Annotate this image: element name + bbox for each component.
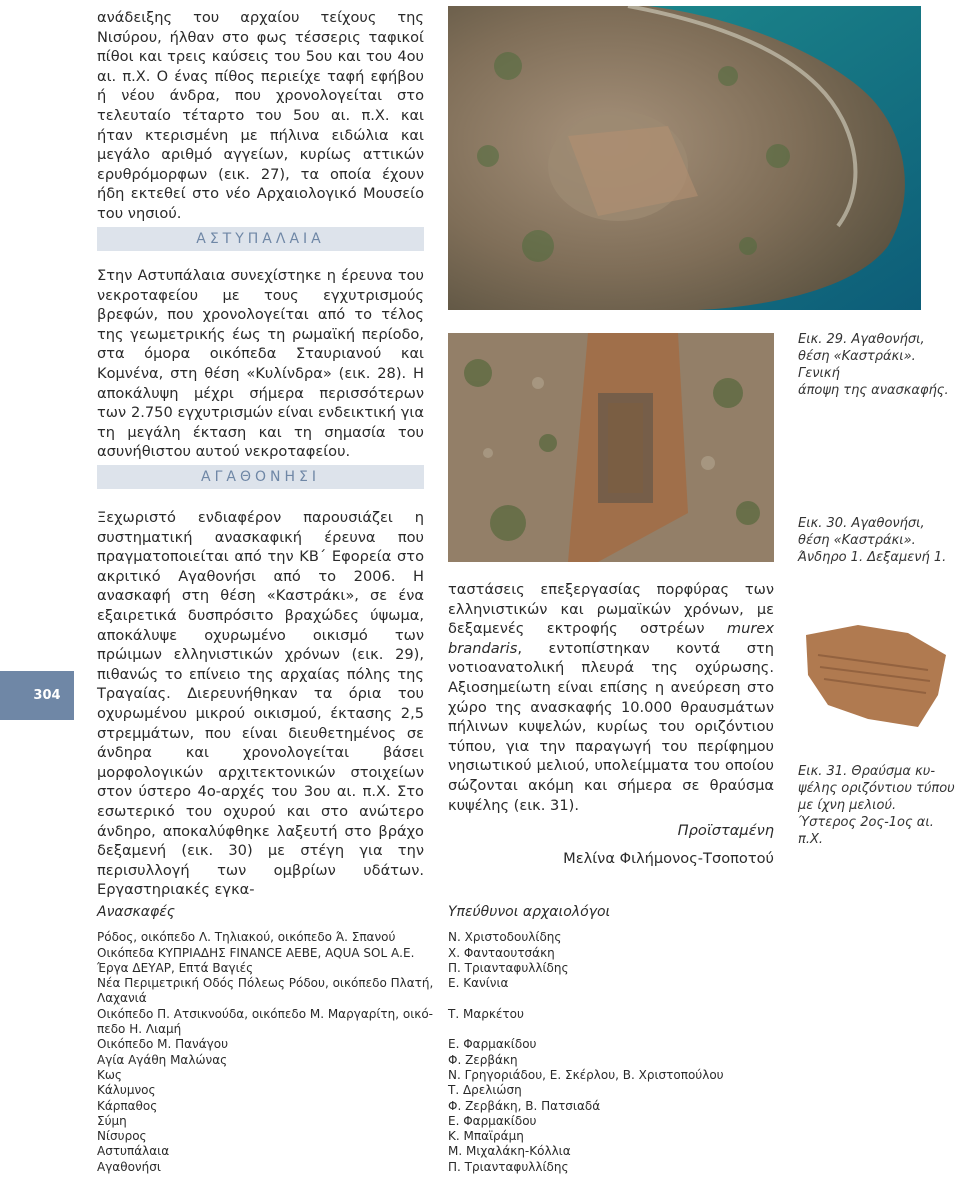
caption-fig31-line: Εικ. 31. Θραύσμα κυ- (798, 764, 936, 779)
list-item: Κως (97, 1067, 122, 1082)
astypalaia-paragraph: Στην Αστυπάλαια συνεχίστηκε η έρευνα του νεκροταφείου με τους εγχυτρισμούς βρεφών, που χρονολογείται από το τέλος της γεωμετρικής έως τη ρωμαϊκή περίοδο, στα όμορα οικόπεδα Σταυριανού και Κομνένα, στη θέση «Κυλίνδρα» (εικ. 28). Η αποκάλυψη μέχρι σήμερα περισσότερων των 2.750 εγχυτρισμών είναι ενδεικτική για τη μεγάλη έκταση και τη σημασία του ασυνήθιστου αυτού νεκροταφείου. (97, 267, 424, 461)
list-item: Π. Τριανταφυλλίδης (448, 1159, 569, 1174)
list-item: Τ. Δρελιώση (448, 1083, 522, 1098)
list-item: Οικόπεδο Μ. Πανάγου (97, 1037, 229, 1052)
page-number-tab (0, 671, 74, 720)
list-item: Κ. Μπαϊράμη (448, 1129, 524, 1144)
caption-fig30-line: Εικ. 30. Αγαθονήσι, (798, 516, 925, 531)
list-item: Έργα ΔΕΥΑΡ, Επτά Βαγιές (97, 960, 254, 975)
agathonisi-block (97, 508, 424, 900)
list-item: Οικόπεδο Π. Ατσικνούδα, οικόπεδο Μ. Μαργαρίτη, οικό- (97, 1006, 434, 1021)
list-item: Τ. Μαρκέτου (448, 1006, 524, 1021)
intro-paragraph-block (97, 8, 424, 224)
col2-text-before: ταστάσεις επεξεργασίας πορφύρας των ελληνιστικών και ρωμαϊκών χρόνων, με δεξαμενές εκτροφής οστρέων (448, 581, 774, 638)
list-item: Αστυπάλαια (97, 1144, 170, 1159)
list-item: Ν. Χριστοδουλίδης (448, 930, 562, 945)
list-item: Κάλυμνος (97, 1083, 156, 1098)
signature-name: Μελίνα Φιλήμονος-Τσοποτού (563, 850, 774, 867)
col2-species-name: murex brandaris (448, 620, 774, 657)
caption-fig30-line: Άνδηρο 1. Δεξαμενή 1. (798, 550, 947, 565)
col2-paragraph (448, 580, 774, 815)
list-item: Π. Τριανταφυλλίδης (448, 960, 569, 975)
list-item: Λαχανιά (97, 991, 147, 1006)
list-item: Ε. Φαρμακίδου (448, 1037, 537, 1052)
list-item: Φ. Ζερβάκη, Β. Πατσιαδά (448, 1098, 601, 1113)
list-item: Ν. Γρηγοριάδου, Ε. Σκέρλου, Β. Χριστοπούλου (448, 1067, 724, 1082)
list-item: Ε. Κανίνια (448, 976, 509, 991)
page-number: 304 (33, 688, 61, 703)
archaeologists-title: Υπεύθυνοι αρχαιολόγοι (448, 904, 611, 920)
list-item: Αγαθονήσι (97, 1159, 161, 1174)
section-heading-agathonisi-label: ΑΓΑΘΟΝΗΣΙ (201, 469, 320, 485)
col2-paragraph-block (448, 580, 774, 815)
list-item: Νέα Περιμετρική Οδός Πόλεως Ρόδου, οικόπεδο Πλατή, (97, 976, 434, 991)
astypalaia-block (97, 266, 424, 462)
caption-fig30-line: θέση «Καστράκι». (798, 533, 916, 548)
col2-text-after: , εντοπίστηκαν κοντά στη νοτιοανατολική πλευρά της οχύρωσης. Αξιοσημείωτη είναι επίσης η ανεύρεση στο χώρο της ανασκαφής 10.000 θραυσμάτων πήλινων κυψελών, κυρίως του οριζόντιου τύπου, για την παραγωγή του περίφημου νησιωτικού μελιού, υπολείμματα του οποίου σώζονται ακόμη και σήμερα σε θραύσμα κυψέλης (εικ. 31). (448, 639, 774, 814)
intro-paragraph: ανάδειξης του αρχαίου τείχους της Νισύρου, ήλθαν στο φως τέσσερις ταφικοί πίθοι και τρεις καύσεις του 5ου και του 4ου αι. π.Χ. Ο ένας πίθος περιείχε ταφή εφήβου ή νέου άνδρα, που χρονολογείται στο τελευταίο τέταρτο του 5ου αι. π.Χ. και ήταν κτερισμένη με πήλινα ειδώλια και μεγάλο αριθμό αγγείων, κυρίως αττικών ερυθρόμορφων (εικ. 27), τα οποία έχουν ήδη εκτεθεί στο νέο Αρχαιολογικό Μουσείο του νησιού. (97, 9, 424, 222)
list-item: Κάρπαθος (97, 1098, 158, 1113)
caption-fig29-line: Εικ. 29. Αγαθονήσι, (798, 332, 925, 347)
section-heading-astypalaia-label: ΑΣΤΥΠΑΛΑΙΑ (196, 231, 325, 247)
caption-fig31-line: ψέλης οριζόντιου τύπου (798, 781, 955, 796)
photo-fig29 (448, 6, 921, 310)
list-item: Φ. Ζερβάκη (448, 1052, 518, 1067)
caption-fig31-line: με ίχνη μελιού. (798, 798, 897, 813)
caption-fig31 (798, 763, 958, 848)
list-item: Ε. Φαρμακίδου (448, 1113, 537, 1128)
caption-fig29 (798, 331, 958, 399)
signature-role: Προϊσταμένη (677, 822, 774, 839)
list-item (448, 1022, 788, 1037)
list-item: Ρόδος, οικόπεδο Λ. Τηλιακού, οικόπεδο Ά. Σπανού (97, 930, 396, 945)
excavations-list (97, 904, 434, 1175)
list-item: Νίσυρος (97, 1129, 147, 1144)
list-item: Χ. Φανταουτσάκη (448, 945, 555, 960)
photo-fig31 (798, 615, 950, 735)
caption-fig30 (798, 515, 958, 566)
caption-fig29-line: θέση «Καστράκι». Γενική (798, 349, 916, 381)
list-item: Σύμη (97, 1113, 127, 1128)
caption-fig31-line: Ύστερος 2ος-1ος αι. π.Χ. (798, 815, 934, 847)
archaeologists-list (448, 905, 788, 1175)
list-item (448, 991, 788, 1006)
list-item: Μ. Μιχαλάκη-Κόλλια (448, 1144, 571, 1159)
agathonisi-paragraph: Ξεχωριστό ενδιαφέρον παρουσιάζει η συστηματική ανασκαφική έρευνα που πραγματοποιείται από την ΚΒ΄ Εφορεία στο ακριτικό Αγαθονήσι από το 2006. Η ανασκαφή στη θέση «Καστράκι», σε ένα εξαιρετικά δυσπρόσιτο βραχώδες ύψωμα, αποκάλυψε οχυρωμένο οικισμό των πρώιμων ελληνιστικών χρόνων (εικ. 29), πιθανώς το επίνειο της αρχαίας πόλης της Τραγαίας. Διερευνήθηκαν τα όρια του οχυρωμένου μικρού οικισμού, έκτασης 2,5 στρεμμάτων, που είναι διευθετημένος σε άνδηρα και χρονολογείται βάσει μορφολογικών αρχιτεκτονικών στοιχείων στον ύστερο 4ο-αρχές του 3ου αι. π.Χ. Στο εσωτερικό του οχυρού και στο ανώτερο άνδηρο, αποκαλύφθηκε λαξευτή στο βράχο δεξαμενή (εικ. 30) με στέγη για την περισυλλογή των ομβρίων υδάτων. Εργαστηριακές εγκα- (97, 509, 424, 899)
excavations-title: Ανασκαφές (97, 904, 175, 920)
excavation-image (448, 333, 774, 562)
aerial-coast-image (448, 6, 921, 310)
section-heading-agathonisi (97, 465, 424, 489)
list-item: Οικόπεδα ΚΥΠΡΙΑΔΗΣ FINANCE ΑΕΒΕ, AQUA SOL Α.Ε. (97, 945, 415, 960)
list-item: πεδο Η. Λιαμή (97, 1022, 182, 1037)
photo-fig30 (448, 333, 774, 562)
caption-fig29-line: άποψη της ανασκαφής. (798, 383, 949, 398)
beehive-fragment-image (798, 615, 950, 735)
section-heading-astypalaia (97, 227, 424, 251)
list-item: Αγία Αγάθη Μαλώνας (97, 1052, 228, 1067)
